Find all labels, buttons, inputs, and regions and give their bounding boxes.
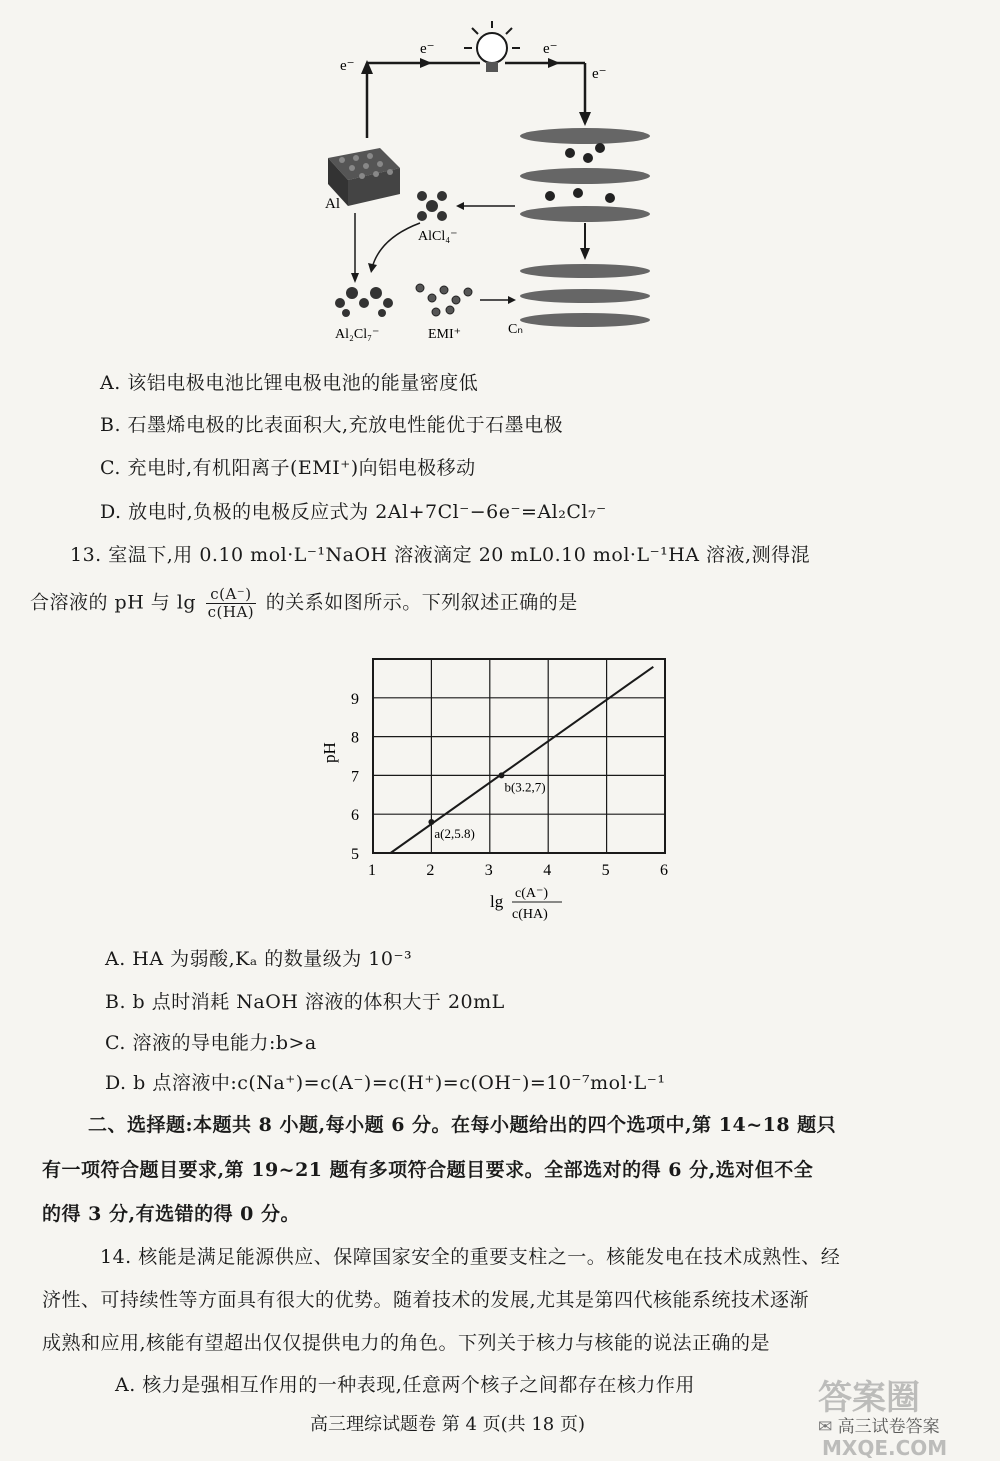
emi-cation [416,284,472,316]
emi-label: EMI⁺ [428,327,462,342]
graphene-electrode-lower [520,264,650,327]
cn-label: Cₙ [508,322,523,337]
x-tick-label: 5 [601,862,610,879]
q12-option-d: D. 放电时,负极的电极反应式为 2Al+7Cl⁻−6e⁻=Al₂Cl₇⁻ [100,501,607,523]
watermark-site: MXQE.COM [822,1436,948,1460]
arrow-right-top1 [420,58,432,68]
q14-line1: 14. 核能是满足能源供应、保障国家安全的重要支柱之一。核能发电在技术成熟性、经 [100,1246,841,1268]
q13-stem-line2 [30,586,578,621]
chart-y-ticks [351,691,359,863]
data-point-label: b(3.2,7) [504,779,546,795]
x-tick-label: 1 [368,862,376,879]
chart-series [391,667,654,853]
data-point [428,819,434,825]
q13-option-c: C. 溶液的导电能力:b>a [105,1032,317,1054]
watermark-account [818,1412,940,1437]
chart-frame [373,659,665,853]
q14-line2: 济性、可持续性等方面具有很大的优势。随着技术的发展,尤其是第四代核能系统技术逐渐 [42,1289,810,1311]
q13-option-a: A. HA 为弱酸,Kₐ 的数量级为 10⁻³ [105,948,413,970]
arrow-right-top2 [548,58,560,68]
q13-stem-pre: 合溶液的 pH 与 lg [30,591,197,614]
q13-fraction [206,586,257,621]
graphene-electrode-upper [520,128,650,222]
arrow-down-right [579,112,591,126]
e-label-top2: e⁻ [543,41,558,57]
q13-fraction-numerator: c(A⁻) [206,586,257,604]
watermark-logo: 答案圈 [818,1378,920,1418]
e-label-top1: e⁻ [420,41,435,57]
chart-points [428,772,545,841]
chart-grid [373,659,665,853]
q13-fraction-denominator: c(HA) [207,603,255,621]
e-label-left: e⁻ [340,58,355,74]
section2-line2: 有一项符合题目要求,第 19~21 题有多项符合题目要求。全部选对的得 6 分,选对但不全 [42,1159,814,1181]
section2-line1: 二、选择题:本题共 8 小题,每小题 6 分。在每小题给出的四个选项中,第 14~18 题只 [88,1114,837,1136]
chart-xlabel-num: c(A⁻) [515,886,549,901]
chart-xlabel-den: c(HA) [512,907,548,922]
q12-option-c: C. 充电时,有机阳离子(EMI⁺)向铝电极移动 [100,457,476,479]
data-point-label: a(2,5.8) [434,825,475,841]
x-tick-label: 3 [484,862,493,879]
alcl4-label: AlCl₄⁻ [418,229,458,244]
al-label: Al [325,196,340,212]
data-point [498,772,504,778]
watermark-account-text: 高三试卷答案 [837,1417,940,1437]
q13-option-b: B. b 点时消耗 NaOH 溶液的体积大于 20mL [105,991,505,1013]
ph-chart [300,645,720,935]
chart-ylabel: pH [320,742,339,763]
chart-x-ticks [368,862,668,879]
x-tick-label: 6 [660,862,668,879]
q14-line3: 成熟和应用,核能有望超出仅仅提供电力的角色。下列关于核力与核能的说法正确的是 [42,1332,771,1354]
wechat-icon: ✉ [818,1417,838,1437]
q13-option-d: D. b 点溶液中:c(Na⁺)=c(A⁻)=c(H⁺)=c(OH⁻)=10⁻⁷mol·L⁻¹ [105,1072,666,1094]
external-circuit [367,63,585,138]
aluminum-battery-diagram [300,8,660,353]
y-tick-label: 7 [351,768,359,786]
y-tick-label: 5 [351,846,359,863]
al2cl7-molecule [335,287,393,317]
q13-stem-line1: 13. 室温下,用 0.10 mol·L⁻¹NaOH 溶液滴定 20 mL0.10 mol·L⁻¹HA 溶液,测得混 [70,544,811,566]
q12-option-a: A. 该铝电极电池比锂电极电池的能量密度低 [100,372,479,394]
q13-stem-post: 的关系如图所示。下列叙述正确的是 [265,591,578,614]
al2cl7-label: Al₂Cl₇⁻ [335,327,380,342]
y-tick-label: 6 [351,807,359,825]
y-tick-label: 8 [351,729,359,747]
light-bulb-icon [464,21,520,72]
page-footer: 高三理综试题卷 第 4 页(共 18 页) [310,1414,586,1435]
q14-option-a: A. 核力是强相互作用的一种表现,任意两个核子之间都存在核力作用 [115,1374,695,1396]
e-label-right: e⁻ [592,66,607,82]
y-tick-label: 9 [351,690,359,708]
q12-option-b: B. 石墨烯电极的比表面积大,充放电性能优于石墨电极 [100,414,564,436]
x-tick-label: 4 [543,862,552,879]
alcl4-molecule [417,191,447,221]
chart-xlabel-pre: lg [490,892,504,911]
x-tick-label: 2 [426,862,435,879]
series-line [391,667,654,853]
section2-line3: 的得 3 分,有选错的得 0 分。 [42,1203,301,1225]
